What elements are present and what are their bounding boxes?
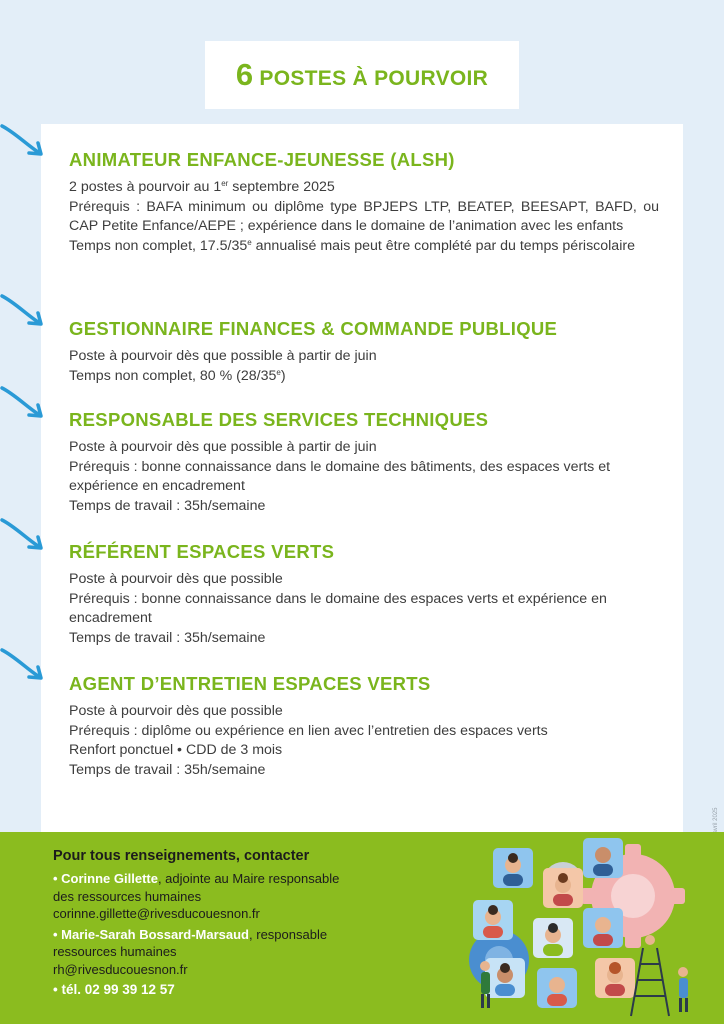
job-start-date: 2 postes à pourvoir au 1er septembre 2025 xyxy=(69,179,335,195)
contact-person-1: • Corinne Gillette, adjointe au Maire responsable xyxy=(53,871,340,886)
contact-email-1[interactable]: corinne.gillette@rivesducouesnon.fr xyxy=(53,906,260,921)
curved-arrow-icon xyxy=(0,646,50,680)
job-working-time: Temps non complet, 17.5/35e annualisé mais peut être complété par du temps périscolaire xyxy=(69,237,635,254)
page-title xyxy=(236,57,488,93)
title-number: 6 xyxy=(235,57,254,92)
job-referent xyxy=(69,541,659,648)
contact-person-2-role: ressources humaines xyxy=(53,944,177,959)
contact-person-2: • Marie-Sarah Bossard-Marsaud, responsable xyxy=(53,926,328,942)
job-title: GESTIONNAIRE FINANCES & COMMANDE PUBLIQUE xyxy=(69,318,558,339)
title-text: POSTES À POURVOIR xyxy=(259,67,489,90)
team-puzzle-illustration xyxy=(455,838,700,1018)
job-prerequisites: Prérequis : BAFA minimum ou diplôme type BPJEPS LTP, BEATEP, BEESAPT, BAFD, ou CAP Petite Enfance/AEPE ; expérience dans le domaine de l’animation avec les enfants xyxy=(69,198,659,234)
job-agent xyxy=(69,673,659,780)
contact-footer xyxy=(0,832,724,1024)
job-working-time: Temps de travail : 35h/semaine xyxy=(69,761,266,778)
job-gestionnaire xyxy=(69,318,659,386)
job-start-date: Poste à pourvoir dès que possible xyxy=(69,703,283,719)
curved-arrow-icon xyxy=(0,384,50,418)
job-title: ANIMATEUR ENFANCE-JEUNESSE (ALSH) xyxy=(69,149,455,170)
job-start-date: Poste à pourvoir dès que possible xyxy=(69,571,283,587)
job-prerequisites: Prérequis : bonne connaissance dans le domaine des bâtiments, des espaces verts et expérience en encadrement xyxy=(69,458,611,494)
job-title: AGENT D’ENTRETIEN ESPACES VERTS xyxy=(69,673,431,694)
job-working-time: Temps de travail : 35h/semaine xyxy=(69,629,266,646)
job-responsable xyxy=(69,409,659,516)
title-box xyxy=(205,41,519,109)
job-animateur xyxy=(69,149,659,256)
contact-email-2[interactable]: rh@rivesducouesnon.fr xyxy=(53,961,188,977)
job-working-time: Temps non complet, 80 % (28/35e) xyxy=(69,367,286,384)
job-prerequisites: Prérequis : diplôme ou expérience en lien avec l’entretien des espaces verts xyxy=(69,722,548,739)
contact-phone[interactable]: • tél. 02 99 39 12 57 xyxy=(53,982,175,997)
job-prerequisites: Prérequis : bonne connaissance dans le domaine des espaces verts et expérience en encadrement xyxy=(69,590,607,626)
contact-heading: Pour tous renseignements, contacter xyxy=(53,848,310,864)
curved-arrow-icon xyxy=(0,122,50,156)
job-title: RÉFÉRENT ESPACES VERTS xyxy=(69,541,335,562)
job-working-time: Temps de travail : 35h/semaine xyxy=(69,497,266,514)
job-start-date: Poste à pourvoir dès que possible à partir de juin xyxy=(69,348,377,364)
job-title: RESPONSABLE DES SERVICES TECHNIQUES xyxy=(69,409,489,430)
curved-arrow-icon xyxy=(0,292,50,326)
job-start-date: Poste à pourvoir dès que possible à partir de juin xyxy=(69,439,377,455)
contact-block xyxy=(53,847,403,997)
contact-person-1-role: des ressources humaines xyxy=(53,888,202,904)
curved-arrow-icon xyxy=(0,516,50,550)
job-contract: Renfort ponctuel • CDD de 3 mois xyxy=(69,742,283,758)
